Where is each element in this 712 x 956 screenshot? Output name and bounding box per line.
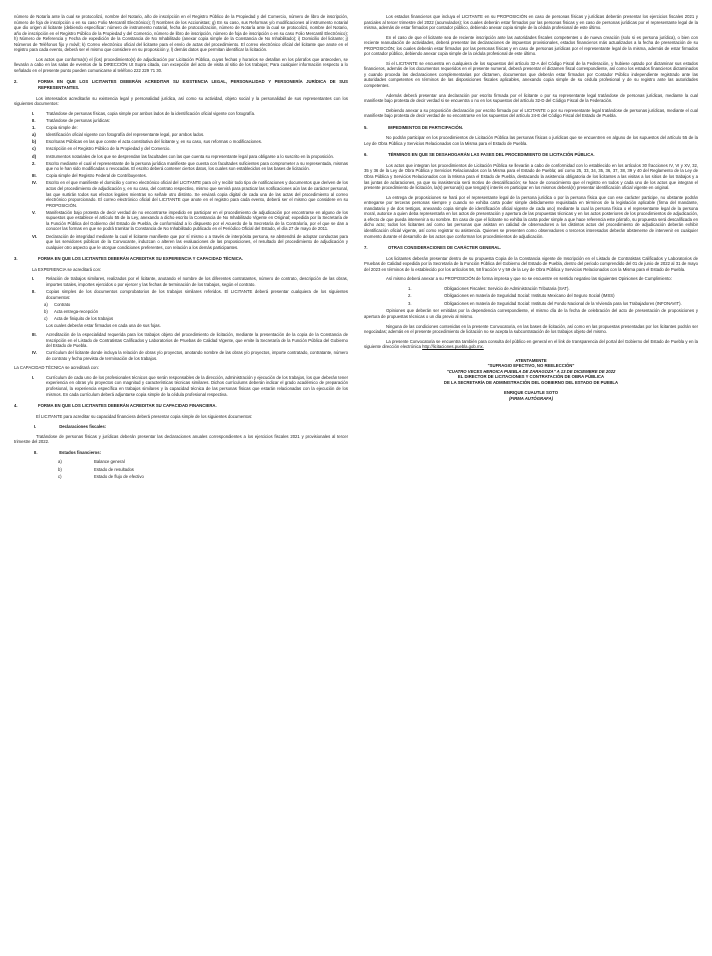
list-text: Copia simple de: [46,124,78,130]
list-item [32,146,348,152]
list-item [32,139,348,145]
financial-statements-list [14,459,348,480]
list-marker: IV. [32,180,37,186]
section-title: FORMA EN QUE LOS LICITANTES DEBERÁN ACREDITAR SU EXPERIENCIA Y CAPACIDAD TÉCNICA. [38,256,244,262]
intro-continued: número de Notaría ante la cual se protocolizó, nombre del Notario, año de inscripción en el Registro Público de la Propiedad y del Comercio, número de libro de inscripción, número de foja de inscripción o en su caso Folio Mercantil Electrónico); f) Nombres de los Accionistas; g) En su caso, sus Reformas y/o modificaciones al instrumento notarial que dio origen al licitante (debiendo especificar: número de instrumento notarial, fecha de protocolización, número de Notaría ante la cual se protocolizó, nombre del Notario, año de inscripción en el Registro Público de la Propiedad y del Comercio, número de libro de inscripción, número de foja de inscripción o en su caso Folio Mercantil Electrónico); h) Número de Referencia y Fecha de expedición de la Constancia de No Inhabilitado (anexar copia simple de la Constancia de No Inhabilitado); i) Domicilio del licitante; j) Números de Teléfonos fijo y móvil; k) Correo electrónico oficial del licitante para el envío de actas del procedimiento. El correo electrónico oficial del licitante que anote en el registro para cada evento, deberá ser el mismo que considere en su proposición y, l) demás datos que permitan identificar la licitación. [14,14,348,53]
opinions-list [364,286,698,307]
experience-documents [14,302,348,321]
section-6-heading [364,152,698,158]
list-marker: b) [32,139,37,145]
section-5-heading [364,125,698,131]
sub-title: Declaraciones fiscales: [59,424,107,430]
list-text: Acreditación de la especialidad requerida para los trabajos objeto del procedimiento de licitación, mediante la presentación de la copia de la Constancia de Inscripción en el Listado de Contratistas Calificados y Laboratorios de Pruebas de Calidad Vigente, que emite la Secretaría de la Función Pública del Gobierno del Estado de Puebla. [46,332,348,349]
list-item [408,301,698,307]
list-text: Tratándose de personas físicas, copia simple por ambos lados de la identificación oficial vigente con fotografía. [46,110,256,116]
list-marker: c) [44,315,48,321]
financial-p3: Si el LICITANTE se encuentra en cualquiera de los supuestos del artículo 32-A del Código Fiscal de la Federación, y hubiese optado por dictaminar sus estados financieros, además de los documentos requeridos en el presente numeral, deberá presentar el dictamen fiscal correspondiente, así como los estados financieros dictaminados y cuando proceda las declaraciones complementarias por dictamen, documentos que deberán estar firmados por Contador Público independiente registrado ante las autoridades competentes en términos de las disposiciones fiscales aplicables, anexando copia simple de su cédula profesional y de su registro ante las autoridades competentes. [364,60,698,89]
section-number: 2. [14,79,18,85]
list-item [408,286,698,292]
financial-statements-heading [34,450,348,456]
list-text: Obligaciones en materia de Seguridad Social: Instituto del Fondo Nacional de la Vivienda para los Trabajadores (INFONAVIT). [444,300,682,306]
list-text: Currículum de cada uno de los profesionales técnicos que serán responsables de la dirección, administración y ejecución de los trabajos, los que deberán tener experiencia en obras y/o proyectos con magnitud y características técnicas similares. Dichos currículums deberán indicar el grado académico de preparación profesional, la experiencia específica en trabajos similares y la capacidad técnica de las personas físicas que estarán relacionadas con la ejecución de los mismos. En cada currículum deberá adjuntarse copia simple de la cédula profesional respectiva. [46,374,348,397]
list-text: Obligaciones Fiscales: Servicio de Administración Tributaria (SAT). [444,285,570,291]
list-text: Currículum del licitante donde incluya la relación de obras y/o proyectos, anotando nombre de las obras y/o proyectos, importe contratado, contratante, número de contrato y fecha prevista de terminación de los trabajos. [46,350,348,361]
financial-p2: En el caso de que el licitante sea de reciente inscripción ante las autoridades fiscales competentes o de nueva creación (solo si es persona jurídica), o bien con reciente reanudación de actividades, deberá presentar las declaraciones de impuestos provisionales, estados financieros más actualizados a la fecha de presentación de su PROPOSICIÓN; los cuales deberán estar firmados por las personas físicas y en caso de personas jurídicas por el representante legal de la misma, además de estar firmados por contador público, debiendo anexar copia simple de la cédula profesional de este último. [364,34,698,57]
list-item [32,111,348,117]
list-item [44,309,348,315]
list-marker: b) [44,308,48,314]
list-marker: I. [32,374,35,380]
list-marker: 3. [408,300,412,306]
list-marker: I. [32,276,35,282]
list-item [32,234,348,251]
list-text: Inscripción en el Registro Público de la Propiedad y del Comercio. [46,146,171,152]
section-title: IMPEDIMENTOS DE PARTICIPACIÓN. [388,124,464,130]
sub-title: Estados financieros: [59,449,101,455]
section-7-p3: Opiniones que deberán ser emitidas por la dependencia correspondiente, el mismo día de la fecha de celebración del acto de presentación de proposiciones y apertura de propuestas técnicas o un día previo al mismo. [364,308,698,319]
list-marker: a) [32,132,36,138]
list-text: Relación de trabajos similares, realizados por el licitante, anotando el nombre de los diferentes contratantes, número de contrato, descripción de las obras, importes totales, importes ejercidos o por ejercer y las fechas de terminación de los trabajos, según el contrato. [46,276,348,287]
list-marker: 1. [408,285,412,291]
list-marker: VI. [32,233,38,239]
transparency-text: La presente Convocatoria se encuentra también para consulta del público en general en el link de transparencia del portal del Gobierno del Estado de Puebla y en la siguiente dirección electrónica [364,338,698,350]
list-item [32,173,348,179]
closing-line-5: DE LA SECRETARÍA DE ADMINISTRACIÓN DEL GOBIERNO DEL ESTADO DE PUEBLA [443,379,619,385]
section-title: OTRAS CONSIDERACIONES DE CARÁCTER GENERAL. [388,245,502,251]
right-column [364,14,698,956]
fiscal-declarations-text: Tratándose de personas físicas y jurídicas deberán presentar las declaraciones anuales correspondientes a los ejercicios fiscales 2021 y provisionales al tercer trimestre del 2022. [14,433,348,445]
list-text: Acta entrega-recepción [54,308,98,314]
list-item [32,118,348,124]
section-6-p1: Los actos que integran los procedimientos de Licitación Pública se llevarán a cabo de conformidad con lo establecido en los artículos 30 fracciones IV, VI y XV, 32, 35 y 36 de la Ley de Obra Pública y Servicios Relacionados con la Misma para el Estado de Puebla; así como 25, 33, 34, 35, 36, 37, 38, 39 y 40 del Reglamento de la Ley de Obra Pública y Servicios Relacionados con la Misma para el Estado de Puebla, destacando la asistencia obligatoria de los licitantes a las visitas a los sitios de los trabajos y a las juntas de aclaraciones, ya que su inasistencia será motivo de descalificación; se hace de conocimiento que el registro en todos y cada uno de los actos que integran el presente procedimiento de licitación, la(s) persona(s) que tenga(n) interés en participar en los mismos deberá(n) presentar identificación oficial vigente en original. [364,162,698,191]
list-item [32,350,348,361]
list-marker: III. [32,332,37,338]
list-item [32,289,348,300]
list-item [32,375,348,397]
section-4-heading [14,403,348,409]
list-marker: 2. [408,293,412,299]
section-number: 6. [364,152,368,158]
section-number: 3. [14,256,18,262]
experience-docs-note: Los cuales deberán estar firmados en cada una de sus fojas. [46,322,161,328]
list-text: Copias simples de los documentos comprobatorios de los trabajos similares referidos. El LICITANTE deberá presentar cualquiera de los siguientes documentos: [46,289,348,300]
list-item [32,180,348,208]
section-number: 4. [14,403,18,409]
section-7-heading [364,245,698,251]
section-title: FORMA EN QUE LOS LICITANTES DEBERÁN ACREDITAR SU EXISTENCIA LEGAL, PERSONALIDAD Y PERSONERÍA JURÍDICA DE SUS REPRESENTANTES. [38,79,348,91]
list-text: Contrato [54,301,71,307]
sub-number: II. [34,449,38,455]
section-4-intro: El LICITANTE para acreditar su capacidad financiera deberá presentar copia simple de los siguientes documentos: [36,413,253,419]
financial-p4: Además deberá presentar una declaración por escrito firmada por el licitante o por su representante legal tratándose de personas jurídicas, mediante la cual manifieste bajo protesta de decir verdad si se encuentra o no en los supuestos del artículo 32-D del Código Fiscal de la Federación. [364,92,698,104]
actos-paragraph: Los actos que conforma(n) el (los) procedimiento(s) de adjudicación por Licitación Pública, cuyas fechas y horarios se detallan en los párrafos que anteceden, se llevarán a cabo en las salas de eventos de la DIRECCIÓN Ut Supra citada, con excepción del acto de visita al sitio de los trabajos; Para cualquier información respecto a lo señalado en el presente punto pueden comunicarse al teléfono 222 229 71 30. [14,56,348,73]
experience-list-continued [14,332,348,361]
list-text: Acta de finiquito de los trabajos [54,315,114,321]
list-marker: b) [58,466,62,472]
list-text: Instrumentos notariales de los que se desprendan las facultades con las que cuenta su representante legal para obligarse a lo suscrito en la proposición. [46,153,334,159]
list-marker: II. [32,117,36,123]
section-7-p1: Los licitantes deberán presentar dentro de su propuesta Copia de la Constancia vigente de Inscripción en el Listado de Contratistas Calificados y Laboratorios de Pruebas de Calidad expedida por la Secretaría de la Función Pública del Gobierno del Estado de Puebla, dentro del periodo comprendido del 01 de junio de 2022 al 31 de mayo del 2023 en términos de lo establecido por los artículos 56, 58 fracción V y 59 de la Ley de Obra Pública y Servicios Relacionados con la Misma para el Estado de Puebla. [364,255,698,272]
list-item [44,302,348,308]
list-marker: I. [32,110,35,116]
list-text: Escrito en el que manifieste el domicilio y correo electrónico oficial del LICITANTE para oír y recibir todo tipo de notificaciones y documentos que deriven de los actos del procedimiento de adjudicación y, en su caso, del contrato respectivo, mismo que servirá para practicar las notificaciones aún las de carácter personal, las que surtirán todos sus efectos legales mientras no señale otro distinto. Se enviará copia digital de cada una de las actas del procedimiento al correo electrónico proporcionado. El correo electrónico oficial del LICITANTE que anote en el registro para cada evento, deberá ser el mismo que considere en su PROPOSICIÓN. [46,180,348,208]
section-number: 5. [364,124,368,130]
signature-note: (FIRMA AUTÓGRAFA) [508,395,554,401]
list-item [32,276,348,287]
list-marker: c) [32,146,36,152]
closing-line-2: "SUFRAGIO EFECTIVO, NO REELECCIÓN" [487,363,575,369]
experience-lead: La EXPERIENCIA se acreditará con: [32,266,102,272]
section-3-heading [14,256,348,262]
list-item [58,467,348,473]
list-text: Obligaciones en materia de Seguridad Social: Instituto Mexicano del Seguro Social (IMSS) [444,293,615,299]
list-item [58,459,348,465]
section-title: TÉRMINOS EN QUE SE DESAHOGARÁN LAS FASES DEL PROCEDIMIENTO DE LICITACIÓN PÚBLICA. [388,152,595,158]
list-marker: d) [32,153,37,159]
section-7-p2: Así mismo deberá anexar a su PROPOSICIÓN de forma impresa y que no se encuentre en sentido negativo las siguientes Opiniones de Cumplimiento: [386,276,672,282]
list-item [32,332,348,349]
licitaciones-link[interactable]: http://licitaciones.puebla.gob.mx. [422,344,484,350]
list-item [408,293,698,299]
list-marker: a) [58,459,62,465]
list-text: Balance general [94,459,125,465]
section-7-p4: Ninguna de las condiciones contenidas en la presente Convocatoria, en las bases de licitación, así como en las propuestas presentadas por los licitantes podrán ser negociadas; además en el presente procedimiento de licitación no se acepta la subcontratación de los trabajos objeto del mismo. [364,323,698,335]
financial-p5: Debiendo anexar a su proposición declaración por escrito firmada por el LICITANTE o por su representante legal tratándose de personas jurídicas, mediante el cual manifieste bajo protesta de decir verdad de no encontrarse en los supuestos del artículo 24-E del Código Fiscal del Estado de Puebla. [364,107,698,119]
signer-name: ENRIQUE CUAUTLE SOTO [504,390,558,396]
fiscal-declarations-heading [34,424,348,430]
list-item [32,161,348,172]
capacity-list [14,375,348,397]
experience-list [14,276,348,300]
list-text: Identificación oficial vigente con fotografía del representante legal, por ambos lados. [46,132,205,138]
list-text: Manifestación bajo protesta de decir verdad de no encontrarse impedido en participar en el procedimiento de adjudicación por encontrarse en alguno de los supuestos que establece el artículo 55 de la Ley, anexando a dicho escrito la Constancia de No Inhabilitado Vigente en Original; expedida por la Secretaría de la Función Pública del Gobierno del Estado de Puebla, de conformidad a lo dispuesto por el Acuerdo de la Secretaría de la Contraloría, por el que se dan a conocer las formas en que se podrá tramitar la Constancia de No Inhabilitado publicado en el Periódico Oficial del Estado, el día 27 de mayo de 2011. [46,209,348,232]
closing-block [364,358,698,402]
list-marker: c) [58,474,62,480]
section-6-p2: La entrega de proposiciones se hará por el representante legal de la persona jurídica o por la persona física que con ese carácter participe, no obstante podrán entregarse por terceras personas siempre y cuando se exhiba carta poder simple debidamente requisitada en términos de la legislación aplicable (firma del mandante, mandatario y de dos testigos, anexando copia simple de identificación oficial vigente de cada uno) mediante la cual la persona física o el representante legal de la persona moral, autorice a quien deba representarla en los actos de presentación y apertura de las propuestas técnicas y en los actos posteriores de los procedimientos de adjudicación, a efecto de que pueda intervenir a su nombre. En caso de que el licitante no exhiba la carta poder simple a que hace referencia este párrafo, su propuesta será descalificada en dicho acto; todos los licitantes así como las personas que asistan en calidad de observadores a los distintos actos del procedimiento de adjudicación deberán exhibir identificación oficial vigente, así como registrar su asistencia. Quienes se presenten como observadores o terceros interesados deberán abstenerse de intervenir en cualquier momento durante el desarrollo de los actos que conforman los procedimientos de adjudicación. [364,194,698,239]
section-2-heading [14,79,348,90]
left-column [14,14,348,956]
capacity-lead: La CAPACIDAD TÉCNICA se acreditará con: [14,365,99,371]
list-item [32,154,348,160]
list-marker: 2. [32,160,36,166]
section-7-p5 [364,339,698,350]
list-marker: 1. [32,124,36,130]
section-number: 7. [364,245,368,251]
list-item [32,132,348,138]
list-text: Declaración de integridad mediante la cual el licitante manifieste que por sí mismo o a través de interpósita persona, se abstendrá de adoptar conductas para que los servidores públicos de la Convocante, induzcan o alteren las evaluaciones de las proposiciones, el resultado del procedimiento de adjudicación y cualquier otro aspecto que le otorgue condiciones preferentes, con relación a los demás participantes. [46,233,348,250]
list-text: Escrituras Públicas en las que conste el acta constitutiva del licitante y, en su caso, sus reformas o modificaciones. [46,139,263,145]
list-marker: IV. [32,350,37,356]
section-2-list [14,111,348,251]
section-title: FORMA EN QUE LOS LICITANTES DEBERÁN ACREDITAR SU CAPACIDAD FINANCIERA. [38,403,217,409]
closing-line-1: ATENTAMENTE [515,357,547,363]
list-item [58,474,348,480]
list-text: Tratándose de personas jurídicas: [46,117,111,123]
financial-p1: Los estados financieros que incluya el LICITANTE en su PROPOSICIÓN en caso de personas físicas y jurídicas deberán presentar los ejercicios fiscales 2021 y parciales al tercer trimestre del 2022 (acumulados); los cuales deberán estar firmados por las personas físicas y en caso de personas jurídicas por el representante legal de la misma, además de estar firmados por contador público, debiendo anexar copia simple de la cédula profesional de este último. [364,14,698,31]
section-5-text: No podrán participar en los procedimientos de Licitación Pública las personas físicas o jurídicas que se encuentren en alguno de los supuestos del artículo 55 de la Ley de Obra Pública y Servicios Relacionados con la Misma para el Estado de Puebla. [364,135,698,146]
closing-line-4: EL DIRECTOR DE LICITACIONES Y CONTRATACIÓN DE OBRA PÚBLICA [457,374,605,380]
list-marker: V. [32,209,36,215]
section-2-intro: Los interesados acreditarán su existencia legal y personalidad jurídica, así como su actividad, objeto social y la personalidad de sus representantes con los siguientes documentos: [14,95,348,107]
list-marker: III. [32,173,37,179]
list-text: Estado de flujo de efectivo [94,474,144,480]
list-text: Escrito mediante el cual el representante de la persona jurídica manifieste que cuenta con facultades suficientes para comprometer a su representada, mismas que no le han sido modificadas o revocadas. El escrito deberá contener ciertos datos, los cuales son establecidos en las bases de licitación. [46,160,348,172]
list-text: Copia simple del Registro Federal de Contribuyentes. [46,173,147,179]
list-marker: II. [32,289,36,294]
closing-line-3: "CUATRO VECES HEROICA PUEBLA DE ZARAGOZA" A 13 DE DICIEMBRE DE 2022 [446,368,616,374]
list-item [44,316,348,322]
list-item [32,210,348,232]
list-text: Estado de resultados [94,466,134,472]
list-marker: a) [44,301,48,307]
sub-number: I. [34,424,37,430]
list-item [32,125,348,131]
